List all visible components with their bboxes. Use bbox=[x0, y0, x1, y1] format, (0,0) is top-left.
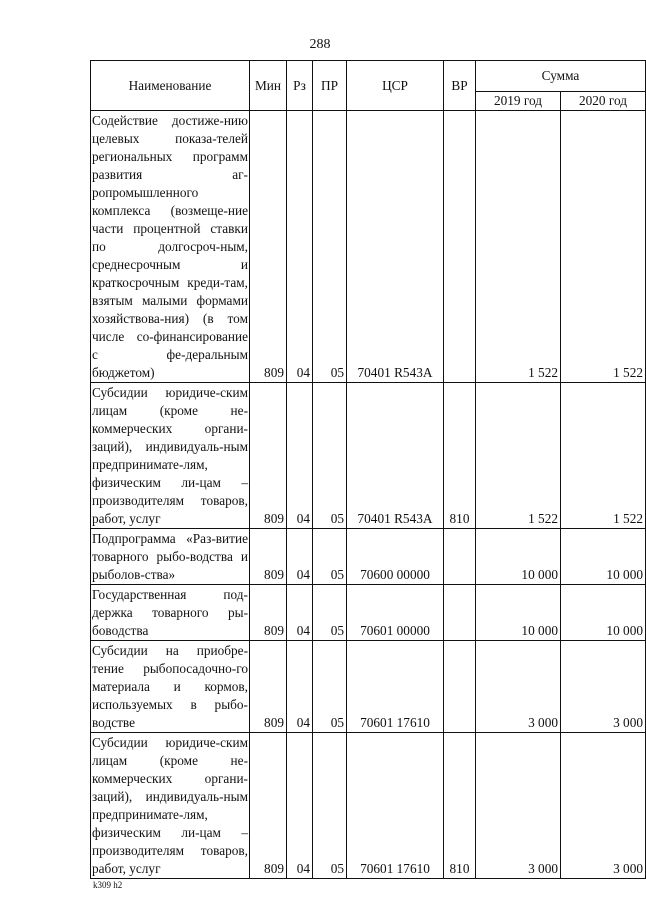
row-sum-2019: 10 000 bbox=[476, 529, 561, 585]
row-sum-2020: 10 000 bbox=[561, 585, 646, 641]
header-pr: ПР bbox=[313, 61, 347, 111]
row-vr: 810 bbox=[444, 383, 476, 529]
row-name: Субсидии юридиче-ским лицам (кроме не-коммерческих органи-заций), индивидуаль-ным предпринимате-лям, физическим ли-цам – производителям товаров, работ, услуг bbox=[91, 733, 250, 879]
row-sum-2019: 3 000 bbox=[476, 733, 561, 879]
row-pr: 05 bbox=[313, 529, 347, 585]
row-sum-2020: 1 522 bbox=[561, 383, 646, 529]
row-csr: 70601 17610 bbox=[347, 641, 444, 733]
row-pr: 05 bbox=[313, 383, 347, 529]
row-rz: 04 bbox=[287, 733, 313, 879]
row-sum-2019: 3 000 bbox=[476, 641, 561, 733]
row-csr: 70401 R543А bbox=[347, 383, 444, 529]
row-min: 809 bbox=[250, 111, 287, 383]
row-sum-2020: 3 000 bbox=[561, 733, 646, 879]
row-csr: 70601 00000 bbox=[347, 585, 444, 641]
row-csr: 70401 R543А bbox=[347, 111, 444, 383]
row-name: Субсидии юридиче-ским лицам (кроме не-коммерческих органи-заций), индивидуаль-ным предпринимате-лям, физическим ли-цам – производителям товаров, работ, услуг bbox=[91, 383, 250, 529]
row-sum-2019: 1 522 bbox=[476, 111, 561, 383]
header-vr: ВР bbox=[444, 61, 476, 111]
row-name: Подпрограмма «Раз-витие товарного рыбо-водства и рыболов-ства» bbox=[91, 529, 250, 585]
table-row bbox=[91, 529, 646, 585]
row-name: Субсидии на приобре-тение рыбопосадочно-го материала и кормов, используемых в рыбо-водстве bbox=[91, 641, 250, 733]
row-csr: 70600 00000 bbox=[347, 529, 444, 585]
row-sum-2020: 3 000 bbox=[561, 641, 646, 733]
row-rz: 04 bbox=[287, 641, 313, 733]
row-vr: 810 bbox=[444, 733, 476, 879]
row-rz: 04 bbox=[287, 111, 313, 383]
row-vr bbox=[444, 585, 476, 641]
page-number: 288 bbox=[309, 37, 331, 52]
row-min: 809 bbox=[250, 733, 287, 879]
row-min: 809 bbox=[250, 585, 287, 641]
header-csr: ЦСР bbox=[347, 61, 444, 111]
footer-code: k309 h2 bbox=[93, 880, 123, 890]
row-sum-2020: 1 522 bbox=[561, 111, 646, 383]
row-name: Государственная под-держка товарного ры-боводства bbox=[91, 585, 250, 641]
budget-table bbox=[90, 60, 646, 879]
table-row bbox=[91, 641, 646, 733]
row-sum-2020: 10 000 bbox=[561, 529, 646, 585]
header-name: Наименование bbox=[91, 61, 250, 111]
header-year-2019: 2019 год bbox=[476, 92, 561, 111]
row-pr: 05 bbox=[313, 585, 347, 641]
row-rz: 04 bbox=[287, 585, 313, 641]
row-pr: 05 bbox=[313, 733, 347, 879]
row-rz: 04 bbox=[287, 529, 313, 585]
row-min: 809 bbox=[250, 641, 287, 733]
row-sum-2019: 10 000 bbox=[476, 585, 561, 641]
header-year-2020: 2020 год bbox=[561, 92, 646, 111]
header-rz: Рз bbox=[287, 61, 313, 111]
row-min: 809 bbox=[250, 529, 287, 585]
row-vr bbox=[444, 529, 476, 585]
table-row bbox=[91, 585, 646, 641]
row-vr bbox=[444, 641, 476, 733]
table-row bbox=[91, 111, 646, 383]
row-vr bbox=[444, 111, 476, 383]
table-row bbox=[91, 383, 646, 529]
header-sum: Сумма bbox=[476, 61, 646, 92]
row-name: Содействие достиже-нию целевых показа-телей региональных программ развития аг-ропромышленного комплекса (возмеще-ние части процентной ставки по долгосроч-ным, среднесрочным и краткосрочным креди-там, взятым малыми формами хозяйствова-ния) (в том числе со-финансирование с фе-деральным бюджетом) bbox=[91, 111, 250, 383]
row-csr: 70601 17610 bbox=[347, 733, 444, 879]
row-sum-2019: 1 522 bbox=[476, 383, 561, 529]
row-rz: 04 bbox=[287, 383, 313, 529]
header-min: Мин bbox=[250, 61, 287, 111]
row-pr: 05 bbox=[313, 641, 347, 733]
row-pr: 05 bbox=[313, 111, 347, 383]
table-row bbox=[91, 733, 646, 879]
row-min: 809 bbox=[250, 383, 287, 529]
